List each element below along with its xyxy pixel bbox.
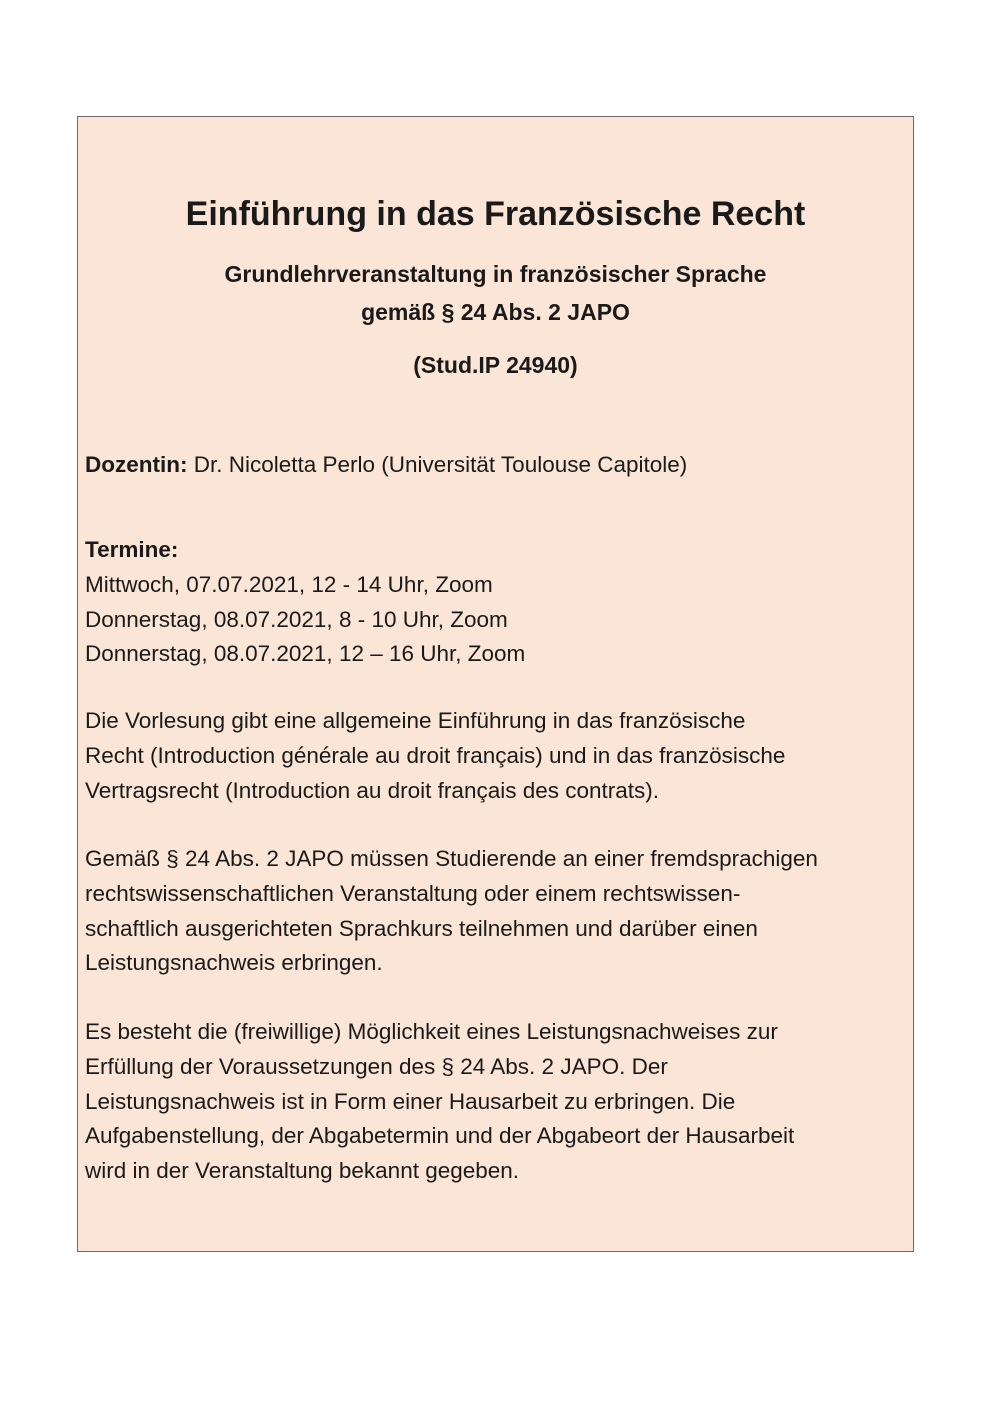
paragraph-line: Leistungsnachweis ist in Form einer Hausarbeit zu erbringen. Die	[85, 1088, 736, 1114]
dates-heading: Termine:	[85, 537, 179, 562]
dates-section	[85, 533, 907, 672]
paragraph-line: Es besteht die (freiwillige) Möglichkeit eines Leistungsnachweises zur	[85, 1019, 778, 1044]
paragraph-line: Vertragsrecht (Introduction au droit français des contrats).	[85, 777, 660, 803]
course-id: (Stud.IP 24940)	[413, 352, 578, 378]
paragraph-line: rechtswissenschaftlichen Veranstaltung oder einem rechtswissen-	[85, 880, 741, 906]
date-item: Mittwoch, 07.07.2021, 12 - 14 Uhr, Zoom	[85, 571, 493, 597]
lecturer-name: Dr. Nicoletta Perlo (Universität Toulouse Capitole)	[187, 452, 688, 477]
notice-box	[77, 116, 914, 1252]
paragraph-line: Gemäß § 24 Abs. 2 JAPO müssen Studierende an einer fremdsprachigen	[85, 846, 818, 871]
paragraph-introduction	[85, 704, 907, 808]
subtitle-line-2: gemäß § 24 Abs. 2 JAPO	[361, 299, 630, 325]
lecturer-line	[85, 448, 907, 483]
paragraph-line: schaftlich ausgerichteten Sprachkurs teilnehmen und darüber einen	[85, 915, 758, 941]
paragraph-line: Recht (Introduction générale au droit français) und in das französische	[85, 742, 786, 768]
paragraph-line: Leistungsnachweis erbringen.	[85, 950, 383, 976]
paragraph-line: Aufgabenstellung, der Abgabetermin und der Abgabeort der Hausarbeit	[85, 1123, 795, 1149]
date-item: Donnerstag, 08.07.2021, 12 – 16 Uhr, Zoom	[85, 641, 526, 667]
page-title: Einführung in das Französische Recht	[185, 195, 806, 233]
subtitle-line-1: Grundlehrveranstaltung in französischer Sprache	[224, 261, 767, 287]
date-item: Donnerstag, 08.07.2021, 8 - 10 Uhr, Zoom	[85, 606, 508, 632]
lecturer-label: Dozentin:	[85, 452, 188, 477]
paragraph-requirement	[85, 842, 907, 981]
paragraph-assessment	[85, 1015, 907, 1189]
paragraph-line: wird in der Veranstaltung bekannt gegeben.	[85, 1158, 520, 1184]
paragraph-line: Erfüllung der Voraussetzungen des § 24 Abs. 2 JAPO. Der	[85, 1053, 668, 1079]
paragraph-line: Die Vorlesung gibt eine allgemeine Einführung in das französische	[85, 708, 746, 733]
